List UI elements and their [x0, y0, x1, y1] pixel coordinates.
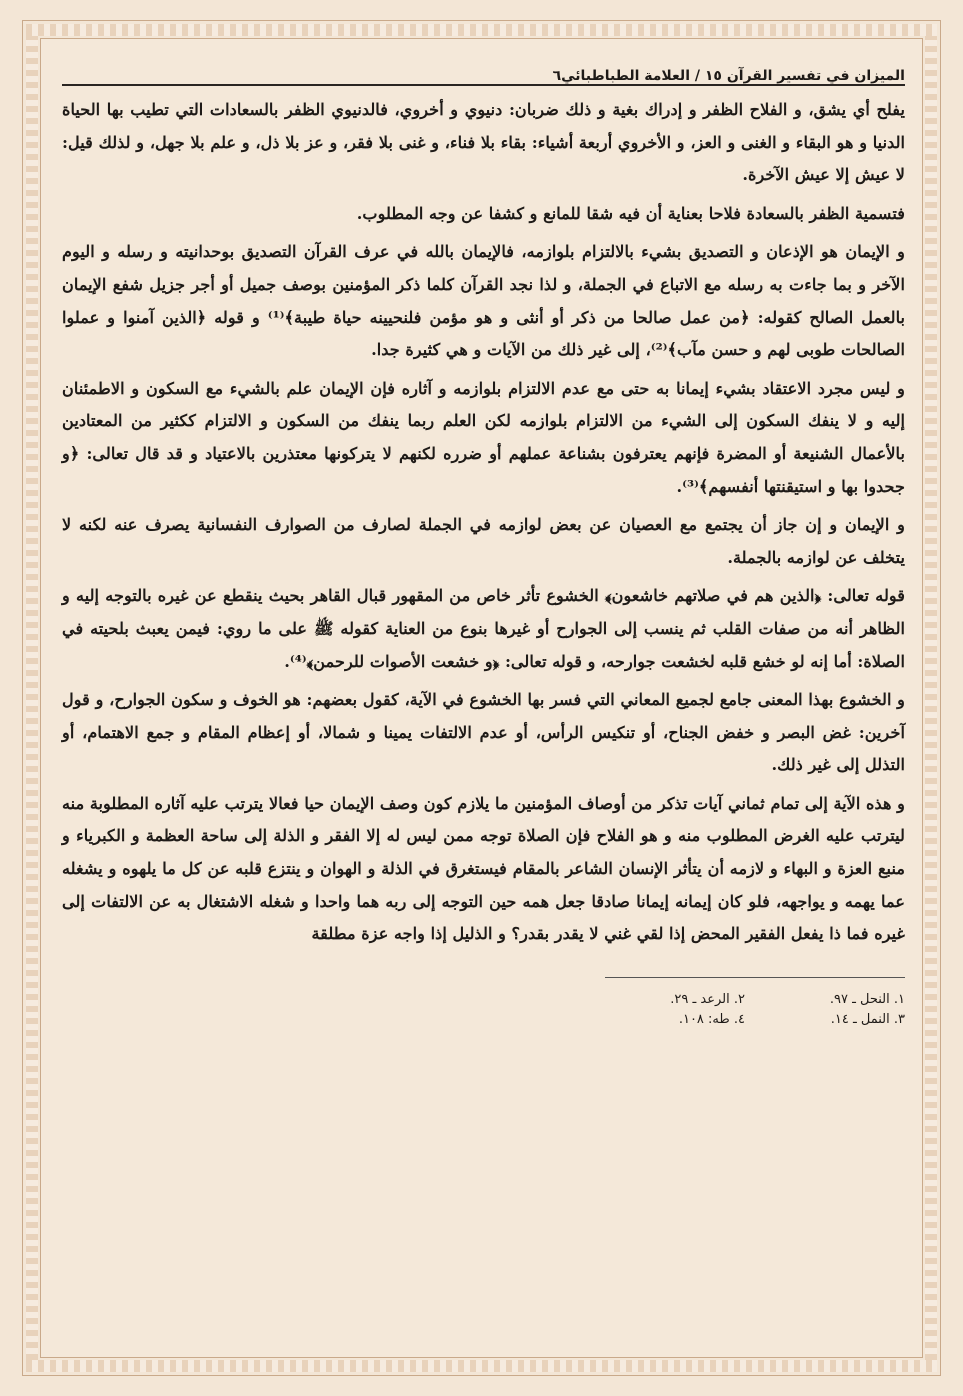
footnote-3: ٣. النمل ـ ١٤.	[830, 1011, 905, 1027]
paragraph-3: و الإيمان هو الإذعان و التصديق بشيء بالالتزام بلوازمه، فالإيمان بالله في عرف القرآن التصديق بوحدانيته و رسله و اليوم الآخر و بما جاءت به رسله مع الاتباع في الجملة، و لذا نجد القرآن كلما ذكر المؤمنين بوصف جميل أو أجر جزيل شفع الإيمان بالعمل الصالح كقوله: ﴿من عمل صالحا من ذكر أو أنثى و هو مؤمن فلنحيينه حياة طيبة﴾⁽¹⁾ و قوله ﴿الذين آمنوا و عملوا الصالحات طوبى لهم و حسن مآب﴾⁽²⁾، إلى غير ذلك من الآيات و هي كثيرة جدا.	[62, 242, 906, 360]
page-number: ٦	[552, 68, 562, 84]
paragraph-6: قوله تعالى: ﴿الذين هم في صلاتهم خاشعون﴾ الخشوع تأثر خاص من المقهور قبال القاهر بحيث ينقطع عن غيره بالتوجه إليه و الظاهر أنه من صفات القلب ثم ينسب إلى الجوارح أو غيرها بنوع من العناية كقوله ﷺ على ما روي: فيمن يعبث بلحيته في الصلاة: أما إنه لو خشع قلبه لخشعت جوارحه، و قوله تعالى: ﴿و خشعت الأصوات للرحمن﴾⁽⁴⁾.	[62, 586, 905, 671]
paragraph-7: و الخشوع بهذا المعنى جامع لجميع المعاني التي فسر بها الخشوع في الآية، كقول بعضهم: هو الخوف و سكون الجوارح، و قول آخرين: غض البصر و خفض الجناح، أو تنكيس الرأس، أو عدم الالتفات يمينا و شمالا، أو إعظام المقام و جمع الاهتمام، أو التذلل إلى غير ذلك.	[62, 690, 905, 775]
footnotes	[62, 990, 905, 1030]
footnote-4: ٤. طه: ١٠٨.	[678, 1011, 745, 1027]
header-title: الميزان في تفسير القرآن ١٥ / العلامة الطباطبائي	[561, 68, 905, 84]
paragraph-1: يفلح أي يشق، و الفلاح الظفر و إدراك بغية و ذلك ضربان: دنيوي و أخروي، فالدنيوي الظفر بالسعادات التي تطيب بها الحياة الدنيا و هو البقاء و الغنى و العز، و الأخروي أربعة أشياء: بقاء بلا فناء، و غنى بلا فقر، و عز بلا ذل، و علم بلا جهل، و لذلك قيل: لا عيش إلا عيش الآخرة.	[62, 100, 905, 185]
footnote-separator	[605, 977, 905, 978]
footnote-2: ٢. الرعد ـ ٢٩.	[670, 991, 745, 1007]
running-header	[62, 56, 905, 86]
footnote-1: ١. النحل ـ ٩٧.	[829, 991, 905, 1007]
paragraph-8: و هذه الآية إلى تمام ثماني آيات تذكر من أوصاف المؤمنين ما يلازم كون وصف الإيمان حيا فعالا يترتب عليه آثاره المطلوبة منه ليترتب عليه الغرض المطلوب منه و هو الفلاح فإن الصلاة توجه ممن ليس له إلا الفقر و الذلة إلى ساحة العظمة و الكبرياء و منبع العزة و البهاء و لازمه أن يتأثر الإنسان الشاعر بالمقام فيستغرق في الذلة و الهوان و ينتزع قلبه عن كل ما يلهوه و يشغله عما يهمه و يواجهه، فلو كان إيمانه إيمانا صادقا جعل همه حين التوجه إلى ربه هما واحدا و شغله الاشتغال به عن الالتفات إلى غيره فما ذا يفعل الفقير المحض إذا لقي غني لا يقدر بقدر؟ و الذليل إذا واجه عزة مطلقة	[62, 793, 905, 944]
paragraph-5: و الإيمان و إن جاز أن يجتمع مع العصيان عن بعض لوازمه في الجملة لصارف من الصوارف النفسانية يصرف عنه لكنه لا يتخلف عن لوازمه بالجملة.	[62, 515, 905, 567]
page-content	[62, 56, 905, 1030]
paragraph-2: فتسمية الظفر بالسعادة فلاحا بعناية أن فيه شقا للمانع و كشفا عن وجه المطلوب.	[356, 203, 905, 223]
paragraph-4: و ليس مجرد الاعتقاد بشيء إيمانا به حتى مع عدم الالتزام بلوازمه و آثاره فإن الإيمان علم بالشيء مع السكون و الاطمئنان إليه و لا ينفك السكون إلى الشيء من الالتزام بلوازمه لكن العلم ربما ينفك من السكون و الالتزام ككثير من المعتادين بالأعمال الشنيعة أو المضرة فإنهم يعترفون بشناعة عملهم أو ضرره لكنهم لا يتركونها معتذرين بالاعتياد و قد قال تعالى: ﴿و جحدوا بها و استيقنتها أنفسهم﴾⁽³⁾.	[62, 378, 905, 496]
